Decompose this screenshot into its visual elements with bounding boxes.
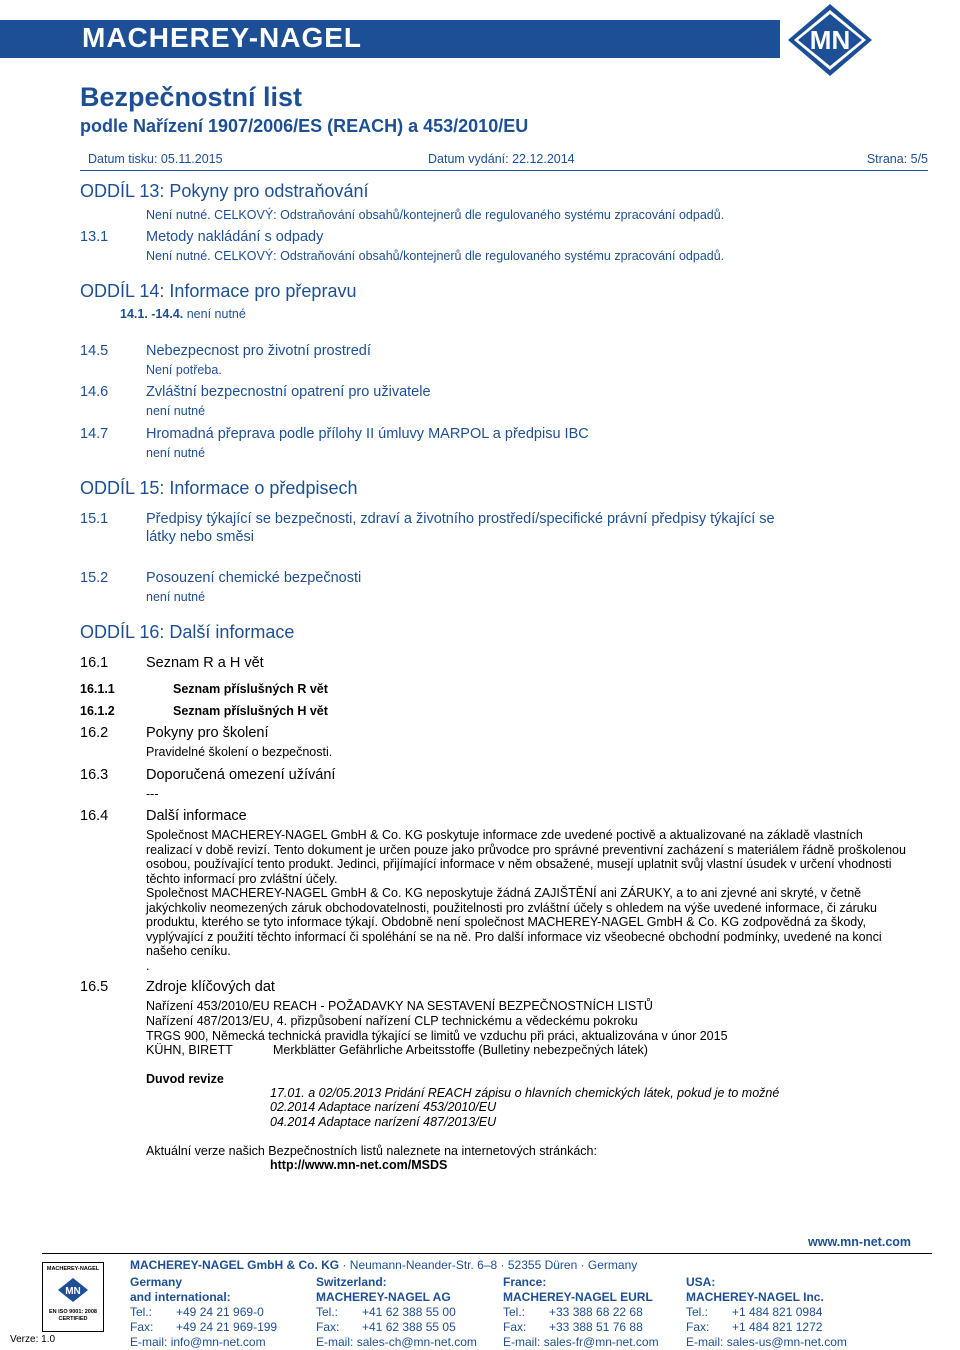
section-15-1-heading-line2: látky nebo směsi: [146, 529, 254, 545]
cert-logo-icon: [57, 1277, 89, 1303]
footer-fax: +41 62 388 55 05: [362, 1320, 456, 1334]
section-16-1-2-heading: Seznam příslušných H vět: [173, 704, 328, 718]
source-line-1: Nařízení 453/2010/EU REACH - POŽADAVKY NA SESTAVENÍ BEZPEČNOSTNÍCH LISTŮ: [146, 999, 653, 1013]
section-15-1-number: 15.1: [80, 511, 109, 527]
footer-email-link[interactable]: sales-fr@mn-net.com: [543, 1335, 659, 1349]
section-16-5-number: 16.5: [80, 979, 109, 995]
section-16-2-text: Pravidelné školení o bezpečnosti.: [146, 745, 333, 759]
section-16-1-1-number: 16.1.1: [80, 682, 115, 696]
section-13-title: ODDÍL 13: Pokyny pro odstraňování: [80, 181, 369, 201]
section-15-title: ODDÍL 15: Informace o předpisech: [80, 478, 358, 498]
section-14-5-number: 14.5: [80, 343, 109, 359]
section-14-6-heading: Zvláštní bezpecnostní opatrení pro uživatele: [146, 384, 431, 400]
footer-col-heading-2: MACHEREY-NAGEL AG: [316, 1290, 451, 1304]
footer-col-heading-2: and international:: [130, 1290, 231, 1304]
section-16-1-1-heading: Seznam příslušných R vět: [173, 682, 328, 696]
footer-tel: +1 484 821 0984: [732, 1305, 823, 1319]
footer-col-heading-2: MACHEREY-NAGEL EURL: [503, 1290, 653, 1304]
section-14-6-text: není nutné: [146, 404, 206, 418]
footer-tel: +49 24 21 969-0: [176, 1305, 264, 1319]
section-13-1-number: 13.1: [80, 229, 109, 245]
tel-label: Tel.:: [130, 1305, 153, 1319]
footer-fax: +1 484 821 1272: [732, 1320, 823, 1334]
section-14-7-heading: Hromadná přeprava podle přílohy II úmluvy MARPOL a předpisu IBC: [146, 426, 589, 442]
section-16-5-heading: Zdroje klíčových dat: [146, 979, 275, 995]
section-14-6-number: 14.6: [80, 384, 109, 400]
section-16-2-heading: Pokyny pro školení: [146, 725, 269, 741]
footer-website-link[interactable]: www.mn-net.com: [808, 1235, 912, 1249]
footer-fax: +49 24 21 969-199: [176, 1320, 278, 1334]
section-13-intro: Není nutné. CELKOVÝ: Odstraňování obsahů/kontejnerů dle regulovaného systému zpracování odpadů.: [146, 208, 725, 222]
section-16-1-heading: Seznam R a H vět: [146, 655, 264, 671]
header-bar: [0, 0, 960, 78]
page-number: Strana: 5/5: [866, 152, 928, 166]
footer-col-switzerland: [316, 1275, 477, 1350]
source-line-4-title: Merkblätter Gefährliche Arbeitsstoffe (Bulletiny nebezpečných látek): [273, 1043, 648, 1057]
section-15-2-text: není nutné: [146, 590, 206, 604]
msds-url-link[interactable]: http://www.mn-net.com/MSDS: [270, 1158, 448, 1172]
footer-col-usa: [686, 1275, 847, 1350]
section-15-2-heading: Posouzení chemické bezpečnosti: [146, 570, 362, 586]
footer-col-heading-2: MACHEREY-NAGEL Inc.: [686, 1290, 824, 1304]
document-title: Bezpečnostní list: [80, 82, 303, 112]
disclaimer-paragraph-2: Společnost MACHEREY-NAGEL GmbH & Co. KG neposkytuje žádná ZAJIŠTĚNÍ ani ZÁRUKY, a to ani zjevné ani skryté, v četně jakýchkoliv neomezených záruk obchodovatelnosti, použitelnosti pro zvláštní účely s ohledem na výše uvedené informace, či záruku produktu, kterého se tyto informace týkají. Obdobně není společnost MACHEREY-NAGEL GmbH & Co. KG zodpovědná za škody, vyplývající z použití těchto informací či spoléhání se na ně. Pro další informace viz všeobecné obchodní podmínky, uvedené na konci našeho ceníku.: [146, 886, 882, 958]
tel-label: Tel.:: [686, 1305, 709, 1319]
fax-label: Fax:: [686, 1320, 710, 1334]
section-16-3-number: 16.3: [80, 767, 109, 783]
section-14-title: ODDÍL 14: Informace pro přepravu: [80, 281, 357, 301]
footer-email-link[interactable]: info@mn-net.com: [170, 1335, 266, 1349]
section-14-range-text: není nutné: [186, 307, 246, 321]
print-date: Datum tisku: 05.11.2015: [88, 152, 223, 166]
section-16-4-number: 16.4: [80, 808, 109, 824]
section-14-range: [120, 307, 246, 321]
section-16-3-heading: Doporučená omezení užívání: [146, 767, 336, 783]
brand-name: MACHEREY-NAGEL: [82, 22, 363, 53]
footer-col-germany: [130, 1275, 277, 1350]
section-16-1-number: 16.1: [80, 655, 109, 671]
disclaimer-paragraph-1: Společnost MACHEREY-NAGEL GmbH & Co. KG poskytuje informace zde uvedené poctivě a aktualizované na základě vlastních realizací v době revizí. Tento dokument je určen pouze jako průvodce pro správné preventivní zacházení s materiálem řádně proškolenou osobou, používající tento produkt. Jedinci, přijímající informace v něm obsažené, musejí uplatnit svůj vlastní úsudek v určení vhodnosti těchto informací pro zvláštní účely.: [146, 828, 906, 886]
section-14-5-heading: Nebezpecnost pro životní prostredí: [146, 343, 371, 359]
section-15-2-number: 15.2: [80, 570, 109, 586]
section-16-1-2-number: 16.1.2: [80, 704, 115, 718]
footer-col-heading-1: USA:: [686, 1275, 716, 1289]
fax-label: Fax:: [316, 1320, 340, 1334]
email-label: E-mail:: [130, 1335, 168, 1349]
mn-logo-icon: [782, 2, 878, 78]
email-label: E-mail:: [503, 1335, 541, 1349]
footer-col-heading-1: Switzerland:: [316, 1275, 387, 1289]
version-label: Verze: 1.0: [10, 1334, 56, 1345]
revision-line-3: 04.2014 Adaptace narízení 487/2013/EU: [270, 1115, 497, 1129]
section-14-range-number: 14.1. -14.4.: [120, 307, 184, 321]
cert-logo-text: MN: [65, 1286, 81, 1297]
section-13-1-text: Není nutné. CELKOVÝ: Odstraňování obsahů/kontejnerů dle regulovaného systému zpracování odpadů.: [146, 249, 725, 263]
footer-company-line: [130, 1258, 637, 1272]
footer-email-link[interactable]: sales-ch@mn-net.com: [356, 1335, 477, 1349]
footer-divider: [42, 1253, 932, 1254]
revision-label: Duvod revize: [146, 1072, 224, 1086]
source-line-3: TRGS 900, Německá technická pravidla týkající se limitů ve vzduchu při práci, aktualizována v únor 2015: [146, 1029, 728, 1043]
section-13-1-heading: Metody nakládání s odpady: [146, 229, 324, 245]
footer-tel: +41 62 388 55 00: [362, 1305, 456, 1319]
section-16-3-text: ---: [146, 787, 159, 801]
footer-col-heading-1: France:: [503, 1275, 547, 1289]
section-15-1-heading-line1: Předpisy týkající se bezpečnosti, zdraví a životního prostředí/specifické právní předpisy týkající se: [146, 511, 775, 527]
document-subtitle: podle Nařízení 1907/2006/ES (REACH) a 453/2010/EU: [80, 116, 529, 136]
revision-line-1: 17.01. a 02/05.2013 Pridání REACH zápisu o hlavních chemických látek, pokud je to možné: [270, 1086, 780, 1100]
section-14-7-text: není nutné: [146, 446, 206, 460]
fax-label: Fax:: [130, 1320, 154, 1334]
footer-address: · Neumann-Neander-Str. 6–8 · 52355 Düren · Germany: [339, 1258, 638, 1272]
section-16-title: ODDÍL 16: Další informace: [80, 622, 295, 642]
section-14-7-number: 14.7: [80, 426, 109, 442]
iso-certificate-badge: [42, 1262, 104, 1332]
disclaimer-paragraph-3: .: [146, 958, 150, 973]
logo-text: MN: [809, 25, 851, 55]
footer-company: MACHEREY-NAGEL GmbH & Co. KG: [130, 1258, 340, 1272]
footer-col-heading-1: Germany: [130, 1275, 183, 1289]
cert-iso-text: EN ISO 9001: 2008 CERTIFIED: [48, 1309, 97, 1322]
footer-col-france: [503, 1275, 659, 1350]
email-label: E-mail:: [686, 1335, 724, 1349]
current-version-text: Aktuální verze našich Bezpečnostních listů naleznete na internetových stránkách:: [146, 1144, 597, 1158]
section-16-4-heading: Další informace: [146, 808, 247, 824]
source-line-4-author: KÜHN, BIRETT: [146, 1043, 233, 1057]
section-16-2-number: 16.2: [80, 725, 109, 741]
tel-label: Tel.:: [503, 1305, 526, 1319]
section-14-5-text: Není potřeba.: [146, 363, 222, 377]
source-line-2: Nařízení 487/2013/EU, 4. přizpůsobení nařízení CLP technickému a vědeckému pokroku: [146, 1014, 638, 1028]
section-16-4-paragraphs: [146, 828, 906, 973]
tel-label: Tel.:: [316, 1305, 339, 1319]
date-row: [80, 152, 928, 171]
issue-date: Datum vydání: 22.12.2014: [428, 152, 575, 166]
email-label: E-mail:: [316, 1335, 354, 1349]
footer-tel: +33 388 68 22 68: [549, 1305, 643, 1319]
revision-line-2: 02.2014 Adaptace narízení 453/2010/EU: [270, 1100, 497, 1114]
fax-label: Fax:: [503, 1320, 527, 1334]
cert-brand-text: MACHEREY-NAGEL: [46, 1266, 100, 1272]
footer-fax: +33 388 51 76 88: [549, 1320, 643, 1334]
footer-email-link[interactable]: sales-us@mn-net.com: [726, 1335, 847, 1349]
